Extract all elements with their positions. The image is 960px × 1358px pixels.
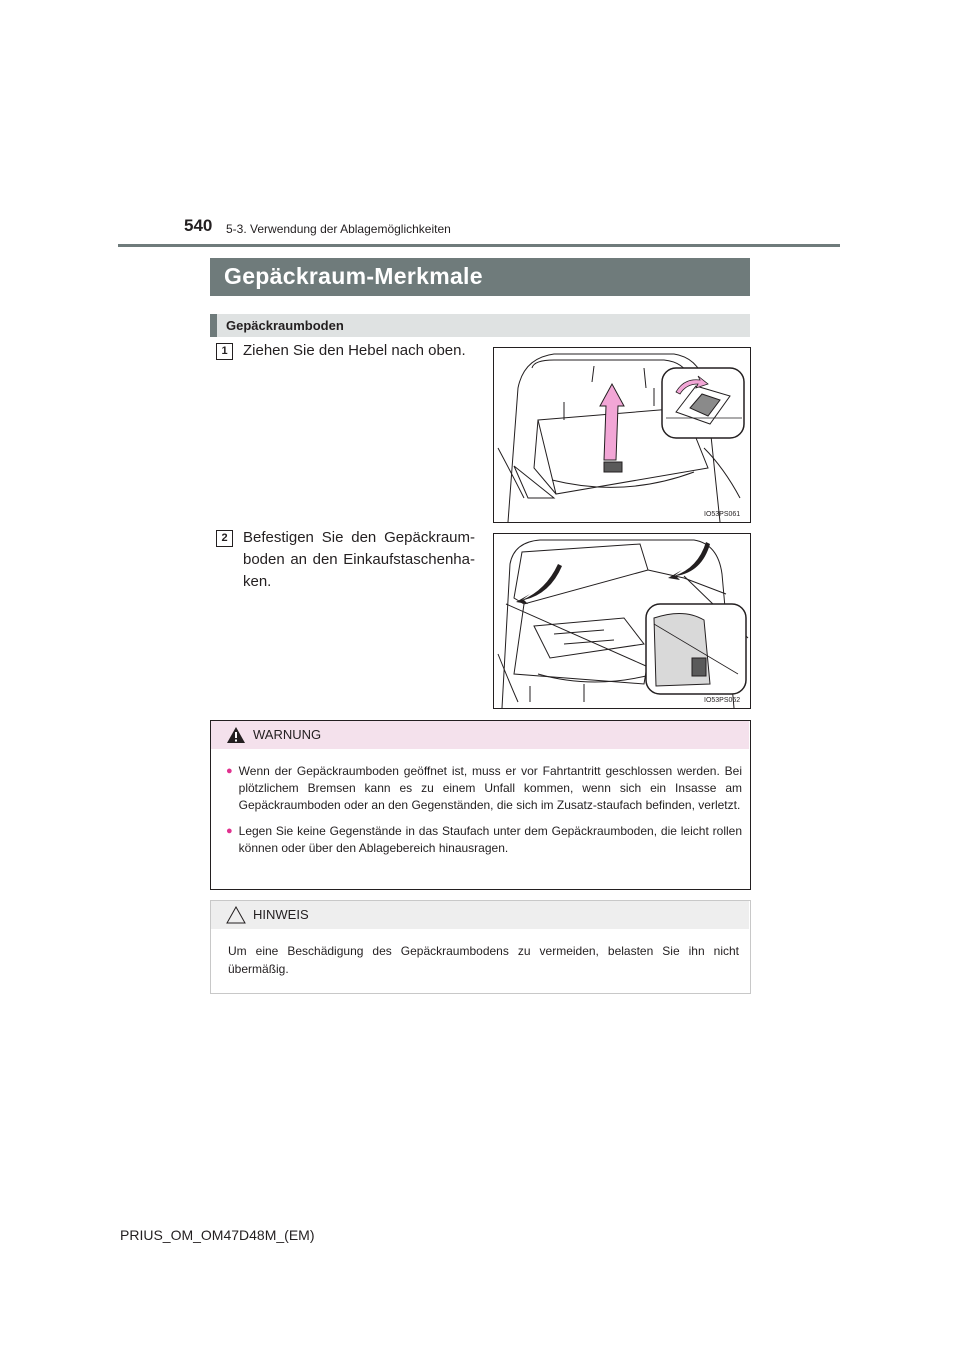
- caution-icon: [226, 906, 246, 924]
- figure-code-2: IO53PS062: [704, 697, 741, 704]
- step-text-2: Befestigen Sie den Gepäckraum-boden an den Einkaufstaschenha-ken.: [243, 529, 475, 590]
- figure-lift-lever: [493, 347, 751, 523]
- warning-item: [226, 823, 742, 857]
- bullet-icon: ●: [226, 765, 233, 777]
- page-title: Gepäckraum-Merkmale: [224, 263, 483, 289]
- step-text-1: Ziehen Sie den Hebel nach oben.: [243, 342, 466, 359]
- warning-item: [226, 763, 742, 814]
- header-rule: [118, 244, 840, 247]
- subheading-accent: [210, 314, 217, 337]
- warning-list: [226, 763, 742, 857]
- figure-code-1: IO53PS061: [704, 511, 741, 518]
- trunk-hook-illustration: [494, 534, 750, 708]
- section-label: 5-3. Verwendung der Ablagemöglichkeiten: [226, 222, 451, 236]
- footer-code: PRIUS_OM_OM47D48M_(EM): [120, 1227, 315, 1243]
- warning-item-text: Legen Sie keine Gegenstände in das Staufach unter dem Gepäckraumboden, die leicht rollen können oder über den Ablagebereich hinausragen.: [238, 824, 742, 855]
- page-number: 540: [184, 216, 213, 235]
- warning-item-text: Wenn der Gepäckraumboden geöffnet ist, muss er vor Fahrtantritt geschlossen werden. Bei plötzlichem Bremsen kann es zu einem Unfall kommen, wenn sich ein Insasse am Gepäckraumboden oder an den Gegenständen, die sich im Zusatz-staufach befinden, verletzt.: [238, 764, 742, 812]
- figure-attach-hooks: [493, 533, 751, 709]
- trunk-lever-illustration: [494, 348, 750, 522]
- note-title: HINWEIS: [253, 907, 309, 922]
- warning-icon: [226, 726, 246, 744]
- bullet-icon: ●: [226, 825, 233, 837]
- step-number-2: 2: [216, 530, 233, 547]
- note-text: Um eine Beschädigung des Gepäckraumbodens zu vermeiden, belasten Sie ihn nicht übermäßig.: [228, 944, 739, 976]
- step-number-1: 1: [216, 343, 233, 360]
- warning-title: WARNUNG: [253, 727, 322, 742]
- subheading: Gepäckraumboden: [226, 318, 344, 333]
